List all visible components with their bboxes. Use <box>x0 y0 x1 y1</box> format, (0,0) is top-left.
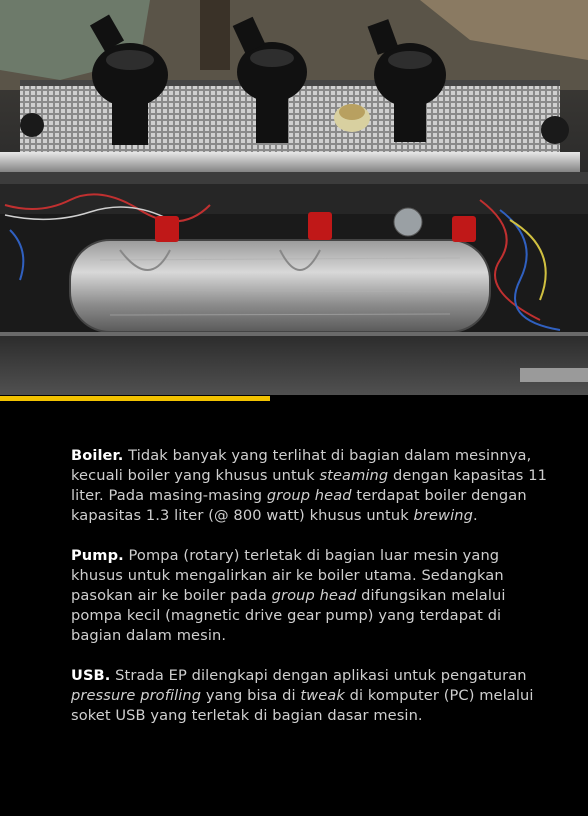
italic-term: tweak <box>300 687 345 704</box>
paragraph-text: dengan kapasitas 11 liter. Pada masing-masing <box>71 467 547 504</box>
paragraph-lead: Boiler. <box>71 447 124 464</box>
paragraph-lead: USB. <box>71 667 111 684</box>
italic-term: steaming <box>319 467 389 484</box>
italic-term: group head <box>271 587 357 604</box>
paragraph-text: . <box>472 507 478 524</box>
italic-term: brewing <box>413 507 473 524</box>
paragraph-text: yang bisa di <box>201 687 301 704</box>
paragraph-text: Pompa (rotary) terletak di bagian luar mesin yang khusus untuk mengalirkan air ke boiler utama. Sedangkan pasokan air ke boiler pada <box>71 547 504 604</box>
paragraph-boiler <box>71 446 551 526</box>
espresso-machine-photo <box>0 0 588 395</box>
paragraph-usb <box>71 666 551 726</box>
italic-term: group head <box>266 487 352 504</box>
accent-bar <box>0 396 270 401</box>
paragraph-pump <box>71 546 551 646</box>
paragraph-text: terdapat boiler dengan kapasitas 1.3 liter (@ 800 watt) khusus untuk <box>71 487 527 524</box>
paragraph-text: Tidak banyak yang terlihat di bagian dalam mesinnya, kecuali boiler yang khusus untuk <box>71 447 532 484</box>
paragraph-text: Strada EP dilengkapi dengan aplikasi untuk pengaturan <box>110 667 527 684</box>
paragraph-text: di komputer (PC) melalui soket USB yang terletak di bagian dasar mesin. <box>71 687 534 724</box>
paragraph-lead: Pump. <box>71 547 124 564</box>
italic-term: pressure profiling <box>71 687 202 704</box>
article-body <box>71 446 551 746</box>
paragraph-text: difungsikan melalui pompa kecil (magnetic drive gear pump) yang terdapat di bagian dalam mesin. <box>71 587 506 644</box>
